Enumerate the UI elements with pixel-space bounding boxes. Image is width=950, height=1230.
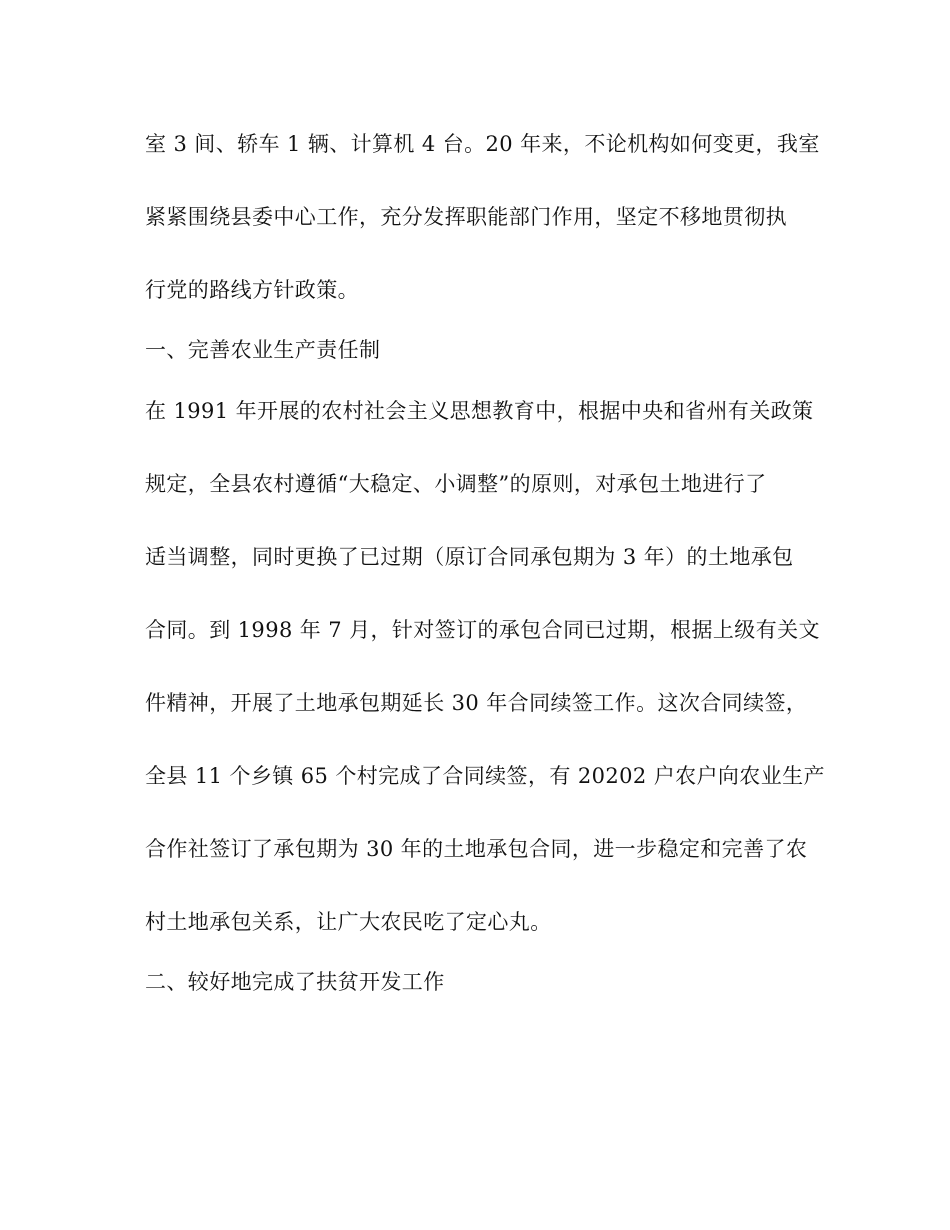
section-heading: 一、完善农业生产责任制 — [145, 338, 381, 362]
body-text-line: 在 1991 年开展的农村社会主义思想教育中，根据中央和省州有关政策 — [145, 399, 814, 423]
body-text-line: 规定，全县农村遵循“大稳定、小调整”的原则，对承包土地进行了 — [145, 472, 767, 496]
body-text-line: 行党的路线方针政策。 — [145, 278, 359, 302]
body-text-line: 件精神，开展了土地承包期延长 30 年合同续签工作。这次合同续签， — [145, 691, 808, 715]
body-text-line: 室 3 间、轿车 1 辆、计算机 4 台。20 年来，不论机构如何变更，我室 — [145, 132, 820, 156]
body-text-line: 适当调整，同时更换了已过期（原订合同承包期为 3 年）的土地承包 — [145, 545, 794, 569]
body-text-line: 紧紧围绕县委中心工作，充分发挥职能部门作用，坚定不移地贯彻执 — [145, 205, 787, 229]
body-text-line: 合同。到 1998 年 7 月，针对签订的承包合同已过期，根据上级有关文 — [145, 618, 820, 642]
body-text-line: 村土地承包关系，让广大农民吃了定心丸。 — [145, 910, 552, 934]
section-heading: 二、较好地完成了扶贫开发工作 — [145, 970, 445, 994]
body-text-line: 全县 11 个乡镇 65 个村完成了合同续签，有 20202 户农户向农业生产 — [145, 764, 825, 788]
body-text-line: 合作社签订了承包期为 30 年的土地承包合同，进一步稳定和完善了农 — [145, 837, 808, 861]
